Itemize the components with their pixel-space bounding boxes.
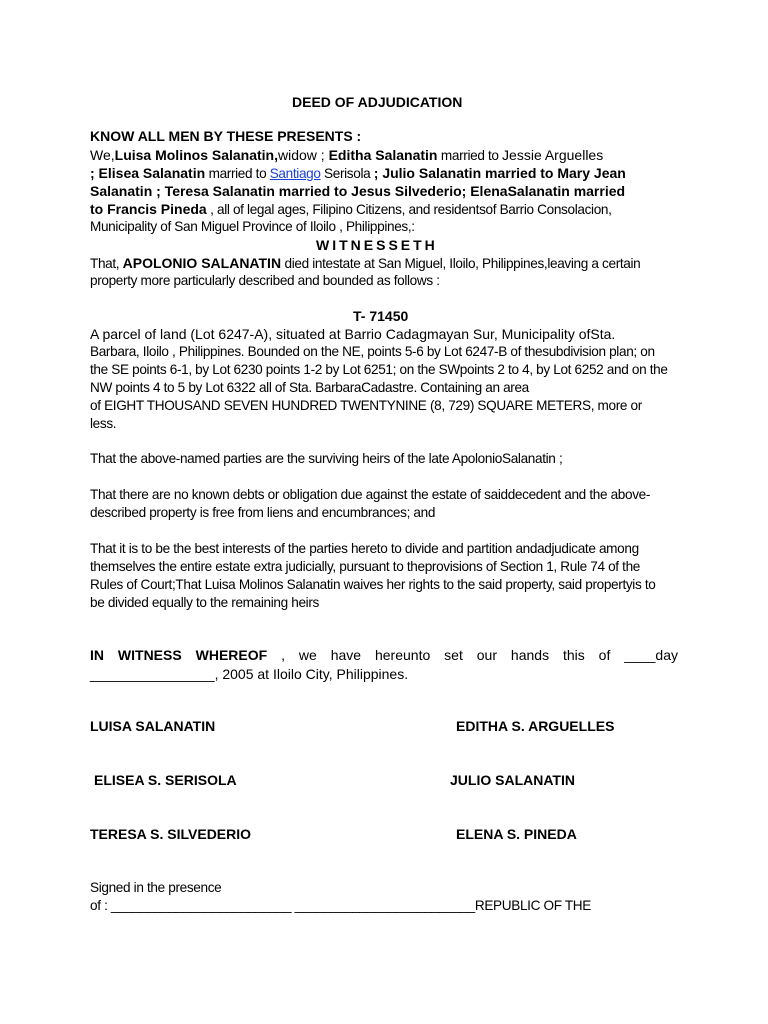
death-line-1: That, APOLONIO SALANATIN died intestate at San Miguel, Iloilo, Philippines,leaving a certain xyxy=(90,255,641,271)
property-line-4: NW points 4 to 5 by Lot 6322 all of Sta. BarbaraCadastre. Containing an area xyxy=(90,380,529,395)
debts-clause-line-2: described property is free from liens and encumbrances; and xyxy=(90,505,436,520)
parties-line-1: We,Luisa Molinos Salanatin,widow ; Editha Salanatin married to Jessie Arguelles xyxy=(90,147,604,163)
signatory-elisea: ELISEA S. SERISOLA xyxy=(94,772,237,788)
presence-line-2: of : _________________________ _________________________REPUBLIC OF THE xyxy=(90,898,591,913)
property-line-5: of EIGHT THOUSAND SEVEN HUNDRED TWENTYNINE (8, 729) SQUARE METERS, more or xyxy=(90,398,642,413)
parties-line-2: ; Elisea Salanatin married to Santiago Serisola ; Julio Salanatin married to Mary Jean xyxy=(90,165,626,181)
signatory-elena: ELENA S. PINEDA xyxy=(456,826,577,842)
witnesseth-heading: WITNESSETH xyxy=(316,237,438,253)
partition-clause-line-1: That it is to be the best interests of the parties hereto to divide and partition andadjudicate among xyxy=(90,541,639,556)
parties-line-4: to Francis Pineda , all of legal ages, Filipino Citizens, and residentsof Barrio Consolacion, xyxy=(90,201,612,217)
signatory-teresa: TERESA S. SILVEDERIO xyxy=(90,826,252,842)
property-line-2: Barbara, Iloilo , Philippines. Bounded on the NE, points 5-6 by Lot 6247-B of thesubdivision plan; on xyxy=(90,344,655,359)
parties-line-3: Salanatin ; Teresa Salanatin married to Jesus Silvederio; ElenaSalanatin married xyxy=(90,183,626,199)
property-line-6: less. xyxy=(90,416,117,431)
parties-line-5: Municipality of San Miguel Province of Iloilo , Philippines,: xyxy=(90,219,415,234)
property-line-3: the SE points 6-1, by Lot 6230 points 1-2 by Lot 6251; on the SWpoints 2 to 4, by Lot 6252 and on the xyxy=(90,362,668,377)
signatory-editha: EDITHA S. ARGUELLES xyxy=(456,718,615,734)
signatory-luisa: LUISA SALANATIN xyxy=(90,718,216,734)
partition-clause-line-3: Rules of Court;That Luisa Molinos Salanatin waives her rights to the said property, said propertyis to xyxy=(90,577,656,592)
property-line-1: A parcel of land (Lot 6247-A), situated at Barrio Cadagmayan Sur, Municipality ofSta. xyxy=(90,326,616,342)
witness-whereof-line-2: ________________, 2005 at Iloilo City, Philippines. xyxy=(90,666,409,682)
signatory-julio: JULIO SALANATIN xyxy=(450,772,575,788)
santiago-link[interactable]: Santiago xyxy=(269,166,321,181)
partition-clause-line-4: be divided equally to the remaining heirs xyxy=(90,595,319,610)
title-number: T- 71450 xyxy=(353,308,409,324)
heirs-clause: That the above-named parties are the surviving heirs of the late ApolonioSalanatin ; xyxy=(90,451,563,466)
partition-clause-line-2: themselves the entire estate extra judicially, pursuant to theprovisions of Section 1, Rule 74 of the xyxy=(90,559,641,574)
document-title: DEED OF ADJUDICATION xyxy=(292,94,463,110)
witness-whereof-line-1: IN WITNESS WHEREOF , we have hereunto set our hands this of ____day xyxy=(90,647,678,663)
preamble-heading: KNOW ALL MEN BY THESE PRESENTS : xyxy=(90,128,362,144)
death-line-2: property more particularly described and bounded as follows : xyxy=(90,273,440,288)
debts-clause-line-1: That there are no known debts or obligation due against the estate of saiddecedent and the above- xyxy=(90,487,651,502)
presence-line-1: Signed in the presence xyxy=(90,880,222,895)
